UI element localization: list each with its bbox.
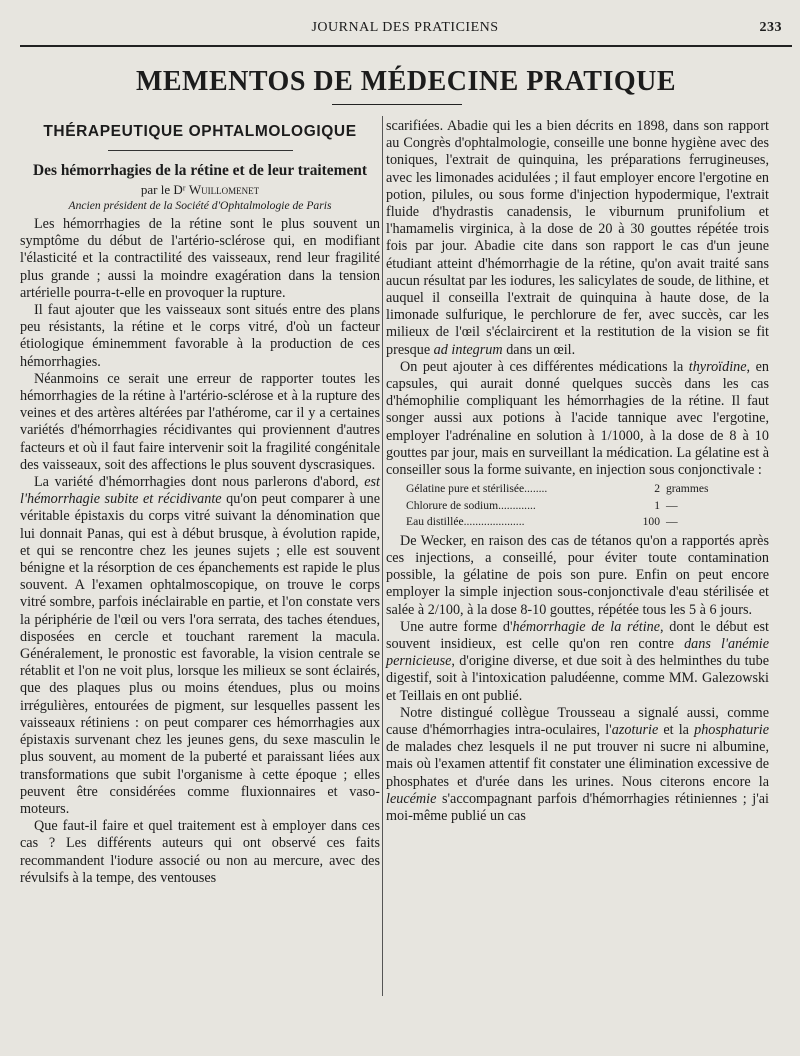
text-run: dans un œil. [502,341,576,358]
paragraph [386,359,769,479]
ingredient-unit: grammes [666,482,709,496]
italic-term: phosphaturie [694,722,769,738]
paragraph [386,118,769,359]
italic-term: est l'hémorrhagie subite et récidivante [20,474,380,508]
byline-prefix: par le Dʳ [140,182,186,197]
main-title: MEMENTOS DE MÉDECINE PRATIQUE [135,66,677,97]
prescription-table [386,481,769,531]
text-run: Une autre forme d' [400,618,513,635]
text-run: qu'on peut comparer à une véritable épistaxis du corps vitré suivant la dénomination que lui donnait Panas, qui est à début brusque, à évolution rapide, et qui se rencontre chez les jeunes sujets ; elle est souvent bénigne et la résorption de ces épanchements est rapide le plus souvent. A l'examen ophtalmoscopique, on trouve le corps vitré sombre, parfois inéclairable en partie, et l'on constate vers la périphérie de l'œil ou vers l'ora serrata, des taches étendues, disposées en cercle et touchant rarement la macula. Généralement, le pronostic est favorable, la vision centrale se rétablit et l'on ne voit plus, lorsque les milieux se sont éclairés, que des plaques plus ou moins étendues, plus ou moins irrégulières, entourées de pigment, sur lesquelles passent les vaisseaux rétiniens : on peut comparer ces hémorrhagies aux épistaxis survenant chez les jeunes gens, du sexe masculin le plus souvent, au moment de la puberté et paraissant liées aux transformations que subit l'organisme à cette époque ; elles peuvent être considérées comme fluxionnaires et vaso-moteurs. [20,491,381,817]
italic-term: azoturie [611,722,659,738]
section-rule [108,150,293,151]
ingredient-name: Eau distillée..................... [406,515,525,529]
text-run: scarifiées. Abadie qui les a bien décrits en 1898, dans son rapport au Congrès d'ophtalmologie, conseille une bonne hygiène avec des toniques, l'extrait de quinquina, les préparations ferrugineuses, avec les limonades acidulées ; il faut employer encore l'ergotine en potion, pilules, ou sous forme d'injection hypodermique, l'extrait fluide d'hydrastis canadensis, le viburnum prunifolium et l'hamamelis virginica, à la dose de 20 à 30 gouttes répétée trois fois par jour. Abadie cite dans son rapport le cas d'un jeune étudiant atteint d'hémorrhagie de la rétine, qu'on avait traité sans aucun résultat par les iodures, les salicylates de soude, de lithine, et auquel il conseilla l'extrait de quinquina à haute dose, de la limonade sulfurique, le perchlorure de fer, avec succès, car les milieux de l'œil s'éclaircirent et la restitution de la vision se fit presque [386,118,769,358]
text-run: Notre distingué collègue Trousseau a signalé aussi, comme cause d'hémorrhagies intra-oculaires, l' [386,704,769,738]
text-run: , d'origine diverse, et due soit à des helminthes du tube digestif, soit à l'intoxication paludéenne, comme MM. Galezowski et Teillais en ont publié. [386,653,769,704]
title-rule [332,104,462,105]
author-name: Wuillomenet [188,182,260,197]
ingredient-quantity: 2 [654,482,660,496]
prescription-row [386,498,769,515]
text-run: La variété d'hémorrhagies dont nous parlerons d'abord, [34,474,365,491]
left-column [20,118,380,887]
author-affiliation: Ancien président de la Société d'Ophtalmologie de Paris [68,199,332,212]
text-run: , en capsules, qui aurait donné quelques succès dans les cas d'hémophilie compliquant les hémorrhagies de la rétine. Il faut songer aussi aux potions à l'acide tannique avec l'ergotine, employer l'adrénaline en solution à 1/1000, à la dose de 8 à 10 gouttes par jour, mais en surveillant la médication. La gélatine est à conseiller sous la forme suivante, en injection sous conjonctivale : [386,358,769,479]
paragraph: Il faut ajouter que les vaisseaux sont situés entre des plans peu résistants, la rétine et le corps vitré, d'où un facteur étiologique éminemment favorable à la production de ces hémorrhagies. [20,302,380,370]
paragraph: Les hémorrhagies de la rétine sont le plus souvent un symptôme du début de l'artério-sclérose qui, en modifiant l'élasticité et la contractilité des vaisseaux, rend leur fragilité plus grande ; aussi la moindre exagération dans la tension artérielle pourra-t-elle en provoquer la rupture. [20,216,380,301]
right-column [386,118,769,825]
prescription-row [386,481,769,498]
paragraph: Néanmoins ce serait une erreur de rapporter toutes les hémorrhagies de la rétine à l'artério-sclérose et à la rupture des veines et des artères altérées par l'athérome, car il y a certaines variétés d'hémorrhagies récidivantes qui proviennent d'autres facteurs et où il faut faire intervenir soit la fragilité congénitale des vaisseaux, soit des affections le plus souvent dyscrasiques. [20,370,380,473]
ingredient-name: Chlorure de sodium............. [406,498,536,512]
italic-term: ad integrum [433,341,503,358]
text-run: et la [658,722,695,738]
ingredient-quantity: 1 [654,498,660,512]
paragraph: De Wecker, en raison des cas de tétanos qu'on a rapportés après ces injections, a conseillé, pour éviter toute contamination possible, la gélatine de pois son pure. Enfin on peut encore employer la simple injection sous-conjonctivale d'eau stérilisée et salée à 2/100, à la dose 8-10 gouttes, répétée tous les 5 à 6 jours. [386,532,769,618]
paragraph: Que faut-il faire et quel traitement est à employer dans ces cas ? Les différents auteurs qui ont observé ces faits recommandent l'iodure associé ou non au mercure, avec des révulsifs à la tempe, des ventouses [20,818,380,886]
ingredient-quantity: 100 [642,515,660,529]
page-number: 233 [759,20,782,35]
header-rule [20,45,792,47]
italic-term: thyroïdine [688,358,747,375]
italic-term: hémorrhagie de la rétine [512,618,661,635]
article-title: Des hémorrhagies de la rétine et de leur traitement [33,162,367,179]
paragraph [386,619,769,705]
ingredient-unit: — [666,515,678,529]
column-divider [382,116,383,996]
paragraph [20,474,380,818]
ingredient-name: Gélatine pure et stérilisée........ [406,482,548,496]
text-run: , dont le début est souvent insidieux, est celle qu'on ren contre [386,618,769,652]
byline [20,182,380,198]
ingredient-unit: — [666,498,678,512]
journal-title: JOURNAL DES PRATICIENS [311,20,499,35]
paragraph [386,705,769,825]
text-run: s'accompagnant parfois d'hémorrhagies rétiniennes ; j'ai moi-même publié un cas [386,790,769,825]
section-title: THÉRAPEUTIQUE OPHTALMOLOGIQUE [43,123,357,140]
text-run: On peut ajouter à ces différentes médications la [400,358,689,375]
italic-term: dans l'anémie pernicieuse [386,635,769,670]
running-head [20,20,790,42]
prescription-row [386,514,769,531]
italic-term: leucémie [386,790,437,807]
text-run: de malades chez lesquels il ne put trouver ni sucre ni albumine, mais où l'examen attentif fit constater une élimination excessive de phosphates et d'urée dans les urines. Nous citerons encore la [386,739,769,790]
